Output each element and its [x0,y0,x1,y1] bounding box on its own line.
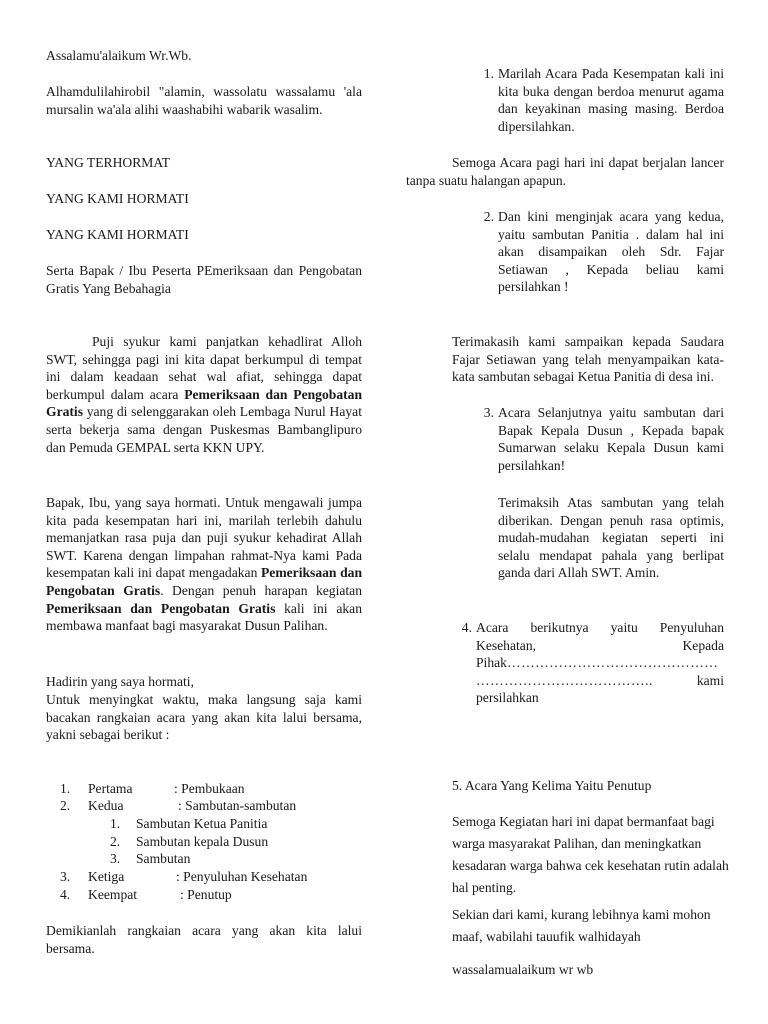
sub-agenda-item-1 [110,815,267,833]
salam-opening: Assalamu'alaikum Wr.Wb. [46,48,192,63]
item-4-dots-1: ……………………………………… [506,655,719,671]
agenda-label: Keempat [88,887,138,902]
sub-agenda-num: 2. [110,834,121,849]
peserta-greeting: Serta Bapak / Ibu Peserta PEmeriksaan dan Pengobatan Gratis Yang Bebahagia [46,263,362,296]
item-4-line-3 [476,654,724,672]
agenda-label: Ketiga [88,869,125,884]
agenda-item-2 [60,797,296,815]
item-3-text: Acara Selanjutnya yaitu sambutan dari Bapak Kepala Dusun , Kepada bapak Sumarwan selaku Kepala Dusun kami persilahkan! [498,405,724,473]
gratitude-paragraph [46,333,362,456]
sub-agenda-num: 3. [110,851,121,866]
agenda-label: Pertama [88,781,133,796]
item-number: 1. [483,66,494,81]
semoga-paragraph: Semoga Acara pagi hari ini dapat berjalan lancer tanpa suatu halangan apapun. [406,155,724,188]
agenda-value: : Penutup [180,887,232,902]
gratitude-text-a: Puji syukur kami panjatkan kehadlirat Alloh SWT, sehingga pagi ini kita dapat berkumpul di tempat ini dalam keadaan sehat wal afiat, sehingga dapat berkumpul dalam acara [46,334,362,402]
item-4-line-1: Acara berikutnya yaitu Penyuluhan [476,620,724,635]
opening-bold-event-2: Pemeriksaan dan Pengobatan Gratis [46,600,276,616]
closing-agenda-paragraph: Demikianlah rangkaian acara yang akan kita lalui bersama. [46,923,362,956]
salam-closing: wassalamualaikum wr wb [452,962,594,977]
right-item-3 [472,404,724,474]
agenda-item-1 [60,780,245,798]
item-4-line-2 [476,637,724,655]
honorific-3: YANG KAMI HORMATI [46,227,189,242]
sub-agenda-label: Sambutan Ketua Panitia [136,816,268,831]
opening-paragraph [46,494,362,635]
semoga-kegiatan-paragraph: Semoga Kegiatan hari ini dapat bermanfaat bagi warga masyarakat Palihan, dan meningkatkan kesadaran warga bahwa cek kesehatan rutin adalah hal penting. [452,814,729,895]
agenda-value: : Penyuluhan Kesehatan [176,869,308,884]
honorific-2: YANG KAMI HORMATI [46,191,189,206]
item-4-pihak: Pihak [476,655,507,671]
agenda-value: : Sambutan-sambutan [178,798,297,813]
sub-agenda-label: Sambutan kepala Dusun [136,834,269,849]
item-number: 2. [483,209,494,224]
item-4-line-4 [476,672,724,690]
item-2-text: Dan kini menginjak acara yang kedua, yaitu sambutan Panitia . dalam hal ini akan disampaikan oleh Sdr. Fajar Setiawan , Kepada beliau kami persilahkan ! [498,209,724,295]
right-item-4 [450,619,724,707]
item-4-kesehatan: Kesehatan, [476,637,537,653]
right-item-5: 5. Acara Yang Kelima Yaitu Penutup [452,778,652,793]
gratitude-text-b: yang di selenggarakan oleh Lembaga Nurul Hayat serta bekerja sama dengan Puskesmas Bambanglipuro dan Pemuda GEMPAL serta KKN UPY. [46,404,362,455]
right-item-2 [472,208,724,296]
opening-text-a: Bapak, Ibu, yang saya hormati. Untuk mengawali jumpa kita pada kesempatan hari ini, marilah terlebih dahulu memanjatkan rasa puja dan puji syukur kehadirat Allah SWT. Karena dengan limpahan rahmat-Nya kami Pada kesempatan kali ini dapat mengadakan [46,495,362,581]
agenda-num: 4. [60,887,71,902]
right-item-1 [472,65,724,135]
agenda-num: 3. [60,869,71,884]
item-4-kepada: Kepada [682,637,724,653]
opening-text-b: . Dengan penuh harapan kegiatan [160,582,362,598]
hamdalah-paragraph: Alhamdulilahirobil "alamin, wassolatu wassalamu 'ala mursalin wa'ala alihi waashabihi wabarik wasalim. [46,84,362,117]
agenda-num: 2. [60,798,71,813]
item-4-text [476,619,724,707]
hadirin-greeting: Hadirin yang saya hormati, [46,674,194,689]
opening-bold-event-1: Pemeriksaan dan Pengobatan Gratis [46,565,362,598]
terima-kasih-1: Terimakasih kami sampaikan kepada Saudara Fajar Setiawan yang telah menyampaikan kata-kata sambutan sebagai Ketua Panitia di desa ini. [452,334,724,385]
sub-agenda-num: 1. [110,816,121,831]
item-4-kami: kami [696,672,724,688]
honorific-1: YANG TERHORMAT [46,155,170,170]
sub-agenda-label: Sambutan [136,851,191,866]
opening-text-c: kali ini akan membawa manfaat bagi masyarakat Dusun Palihan. [46,600,362,634]
agenda-num: 1. [60,781,71,796]
agenda-intro: Untuk menyingkat waktu, maka langsung saja kami bacakan rangkaian acara yang akan kita lalui bersama, yakni sebagai berikut : [46,692,362,743]
agenda-item-4 [60,886,232,904]
item-1-text: Marilah Acara Pada Kesempatan kali ini kita buka dengan berdoa menurut agama dan keyakinan masing masing. Berdoa dipersilahkan. [498,66,724,134]
item-4-persilahkan: persilahkan [476,690,539,706]
item-number: 3. [483,405,494,420]
agenda-label: Kedua [88,798,124,813]
gratitude-bold-event: Pemeriksaan dan Pengobatan Gratis [46,386,362,420]
sub-agenda-item-3 [110,850,190,868]
sub-agenda-item-2 [110,833,268,851]
terima-kasih-2: Terimaksih Atas sambutan yang telah diberikan. Dengan penuh rasa optimis, mudah-mudahan kegiatan seperti ini selalu mendapat pahala yang berlipat ganda dari Allah SWT. Amin. [498,495,724,581]
sekian-paragraph: Sekian dari kami, kurang lebihnya kami mohon maaf, wabilahi tauufik walhidayah [452,907,711,944]
agenda-item-3 [60,868,307,886]
item-number: 4. [461,620,472,635]
item-4-dots-2: ……………………………….. [476,672,653,688]
agenda-value: : Pembukaan [174,781,245,796]
